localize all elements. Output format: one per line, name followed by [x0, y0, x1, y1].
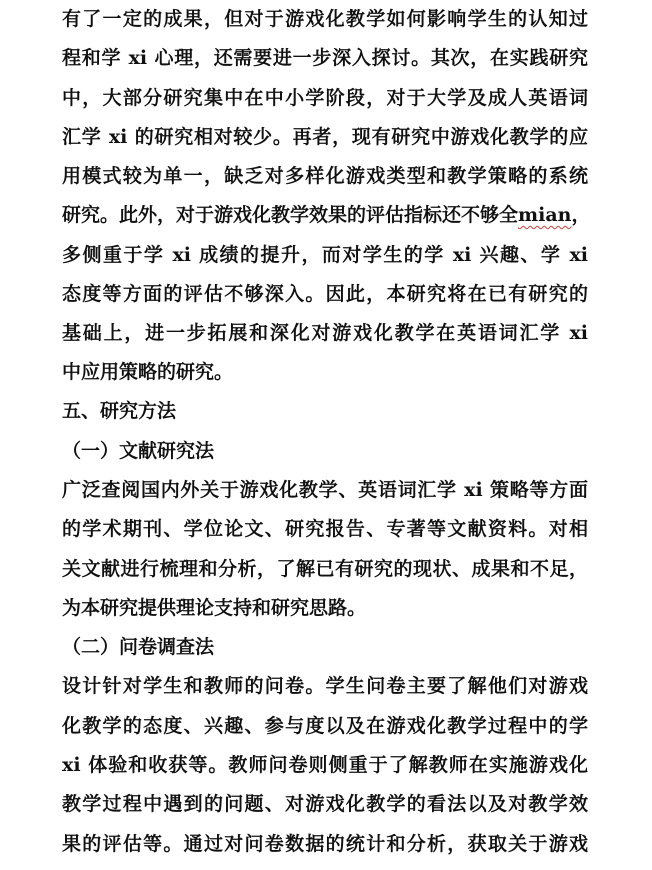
paragraph-line-14: 的学术期刊、学位论文、研究报告、专著等文献资料。对相	[62, 518, 588, 540]
paragraph-line-10: 中应用策略的研究。	[62, 361, 234, 383]
paragraph-line-6-punct: ，	[571, 204, 591, 226]
paragraph-line-1: 有了一定的成果，但对于游戏化教学如何影响学生的认知过	[62, 8, 588, 30]
paragraph-line-19: 化教学的态度、兴趣、参与度以及在游戏化教学过程中的学	[62, 715, 588, 737]
spellcheck-marked-word: mian	[518, 204, 572, 226]
section-heading-methods: 五、研究方法	[62, 400, 177, 422]
paragraph-line-22: 果的评估等。通过对问卷数据的统计和分析，获取关于游戏	[62, 833, 588, 855]
paragraph-line-16: 为本研究提供理论支持和研究思路。	[62, 597, 367, 619]
paragraph-line-5: 用模式较为单一，缺乏对多样化游戏类型和教学策略的系统	[62, 165, 588, 187]
paragraph-line-9: 基础上，进一步拓展和深化对游戏化教学在英语词汇学 xi	[62, 322, 588, 344]
paragraph-line-18: 设计针对学生和教师的问卷。学生问卷主要了解他们对游戏	[62, 675, 588, 697]
paragraph-line-7: 多侧重于学 xi 成绩的提升，而对学生的学 xi 兴趣、学 xi	[62, 244, 588, 266]
paragraph-line-21: 教学过程中遇到的问题、对游戏化教学的看法以及对教学效	[62, 793, 588, 815]
paragraph-line-8: 态度等方面的评估不够深入。因此，本研究将在已有研究的	[62, 283, 588, 305]
paragraph-line-3: 中，大部分研究集中在中小学阶段，对于大学及成人英语词	[62, 87, 588, 109]
paragraph-line-13: 广泛查阅国内外关于游戏化教学、英语词汇学 xi 策略等方面	[62, 479, 588, 501]
paragraph-line-4: 汇学 xi 的研究相对较少。再者，现有研究中游戏化教学的应	[62, 126, 588, 148]
paragraph-line-6	[62, 196, 591, 235]
paragraph-line-15: 关文献进行梳理和分析，了解已有研究的现状、成果和不足，	[62, 558, 588, 580]
paragraph-line-6-text: 研究。此外，对于游戏化教学效果的评估指标还不够全	[62, 204, 519, 226]
subheading-questionnaire: （二）问卷调查法	[62, 636, 215, 658]
paragraph-line-20: xi 体验和收获等。教师问卷则侧重于了解教师在实施游戏化	[62, 754, 588, 776]
subheading-literature-research: （一）文献研究法	[62, 440, 215, 462]
paragraph-line-2: 程和学 xi 心理，还需要进一步深入探讨。其次，在实践研究	[62, 47, 588, 69]
